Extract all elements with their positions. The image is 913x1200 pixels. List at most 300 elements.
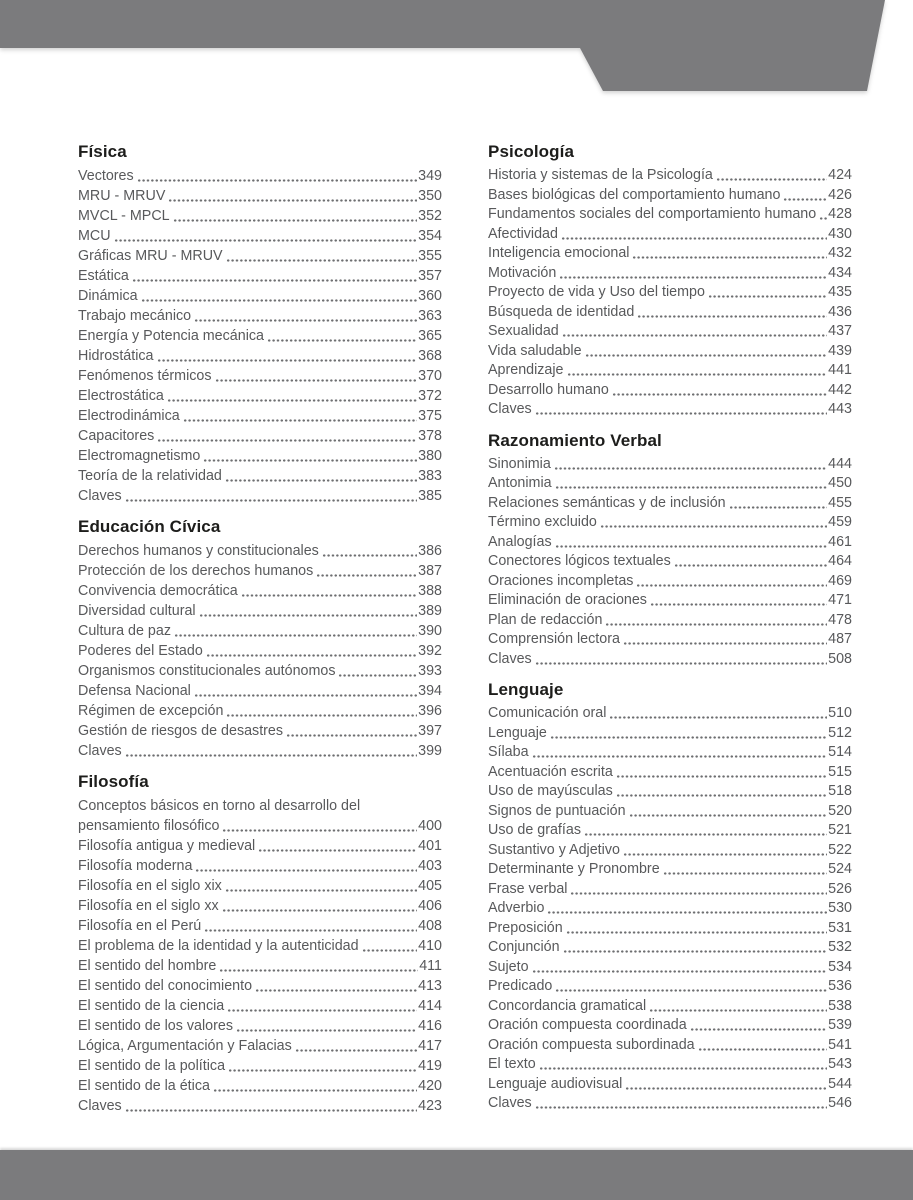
toc-entry bbox=[78, 601, 442, 621]
entry-label: Capacitores bbox=[78, 428, 155, 444]
toc-entry bbox=[78, 856, 442, 876]
dots-leader bbox=[132, 279, 417, 282]
dots-leader bbox=[819, 217, 827, 220]
entry-page: 543 bbox=[828, 1056, 852, 1072]
dots-leader bbox=[199, 614, 418, 617]
entry-label: Electrostática bbox=[78, 388, 164, 404]
entry-page: 541 bbox=[828, 1036, 852, 1053]
dots-leader bbox=[228, 1069, 417, 1072]
entry-page: 413 bbox=[418, 978, 442, 994]
entry-label: El sentido del conocimiento bbox=[78, 978, 253, 994]
dots-leader bbox=[550, 736, 827, 739]
entry-label: Electrodinámica bbox=[78, 408, 180, 424]
toc-entry bbox=[78, 306, 442, 326]
entry-page: 436 bbox=[828, 303, 852, 320]
entry-page: 365 bbox=[418, 328, 442, 344]
toc-section bbox=[488, 429, 852, 670]
toc-entry bbox=[78, 581, 442, 601]
entry-label: Bases biológicas del comportamiento humano bbox=[488, 186, 781, 203]
dots-leader bbox=[532, 970, 828, 973]
entry-page: 424 bbox=[828, 167, 852, 183]
entry-page: 392 bbox=[418, 643, 442, 659]
toc-entry bbox=[488, 938, 852, 958]
entry-label: Oraciones incompletas bbox=[488, 572, 634, 589]
toc-entry bbox=[488, 264, 852, 284]
toc-entry bbox=[488, 474, 852, 494]
toc-entry bbox=[488, 611, 852, 631]
dots-leader bbox=[222, 909, 417, 912]
toc-entry bbox=[78, 561, 442, 581]
dots-leader bbox=[157, 439, 417, 442]
toc-entry bbox=[78, 816, 442, 836]
dots-leader bbox=[584, 833, 827, 836]
dots-leader bbox=[125, 754, 417, 757]
toc-entry bbox=[488, 591, 852, 611]
entry-page: 531 bbox=[828, 919, 852, 936]
dots-leader bbox=[625, 1087, 827, 1090]
entry-label: Determinante y Pronombre bbox=[488, 861, 660, 877]
entry-page: 410 bbox=[418, 938, 442, 954]
toc-entry bbox=[488, 1075, 852, 1095]
dots-leader bbox=[535, 1106, 827, 1109]
entry-page: 403 bbox=[418, 858, 442, 874]
toc-section bbox=[488, 140, 852, 420]
toc-column-right bbox=[488, 140, 852, 1116]
entry-page: 534 bbox=[828, 958, 852, 975]
dots-leader bbox=[663, 872, 828, 875]
entry-label: Analogías bbox=[488, 533, 552, 550]
entry-page: 354 bbox=[418, 228, 442, 244]
dots-leader bbox=[650, 603, 827, 606]
dots-leader bbox=[236, 1029, 417, 1032]
entry-page: 532 bbox=[828, 939, 852, 955]
entry-page: 417 bbox=[418, 1038, 442, 1054]
dots-leader bbox=[616, 775, 827, 778]
entry-page: 524 bbox=[828, 861, 852, 877]
entry-page: 544 bbox=[828, 1075, 852, 1092]
entry-page: 441 bbox=[828, 362, 852, 378]
toc-entry bbox=[78, 346, 442, 366]
dots-leader bbox=[226, 714, 417, 717]
entry-label: Hidrostática bbox=[78, 348, 154, 364]
dots-leader bbox=[636, 584, 827, 587]
entry-page: 426 bbox=[828, 186, 852, 203]
entry-label: Inteligencia emocional bbox=[488, 245, 630, 261]
entry-page: 487 bbox=[828, 631, 852, 647]
dots-leader bbox=[125, 499, 417, 502]
dots-leader bbox=[183, 419, 417, 422]
toc-entry bbox=[78, 1076, 442, 1096]
toc-entry bbox=[488, 899, 852, 919]
toc-entry bbox=[78, 446, 442, 466]
entry-label: Historia y sistemas de la Psicología bbox=[488, 167, 713, 183]
toc-entry bbox=[488, 630, 852, 650]
entry-label: Comprensión lectora bbox=[488, 631, 620, 647]
entry-label: Plan de redacción bbox=[488, 611, 603, 628]
entry-page: 442 bbox=[828, 381, 852, 398]
toc-entry bbox=[78, 701, 442, 721]
entry-label: Oración compuesta subordinada bbox=[488, 1036, 695, 1053]
toc-entry bbox=[78, 916, 442, 936]
section-title: Filosofía bbox=[78, 772, 149, 791]
entry-page: 469 bbox=[828, 572, 852, 589]
entry-page: 355 bbox=[418, 248, 442, 264]
entry-page: 408 bbox=[418, 918, 442, 934]
section-title: Razonamiento Verbal bbox=[488, 430, 662, 450]
toc-entry bbox=[78, 206, 442, 226]
dots-leader bbox=[338, 674, 417, 677]
dots-leader bbox=[194, 319, 417, 322]
dots-leader bbox=[539, 1067, 827, 1070]
entry-label: Concordancia gramatical bbox=[488, 997, 647, 1014]
toc-entry bbox=[488, 880, 852, 900]
entry-page: 401 bbox=[418, 838, 442, 854]
entry-label: Frase verbal bbox=[488, 880, 568, 897]
dots-leader bbox=[167, 399, 417, 402]
entry-page: 526 bbox=[828, 880, 852, 897]
entry-label: Lógica, Argumentación y Falacias bbox=[78, 1038, 292, 1054]
toc-entry bbox=[78, 166, 442, 186]
entry-page: 394 bbox=[418, 683, 442, 699]
entry-label: Protección de los derechos humanos bbox=[78, 563, 314, 579]
entry-label: Adverbio bbox=[488, 900, 545, 916]
entry-page: 434 bbox=[828, 264, 852, 281]
toc-entry bbox=[488, 977, 852, 997]
entry-page: 411 bbox=[419, 958, 442, 974]
entry-label: Claves bbox=[78, 1098, 122, 1114]
entry-page: 538 bbox=[828, 997, 852, 1014]
entry-page: 396 bbox=[418, 703, 442, 719]
toc-entry bbox=[78, 721, 442, 741]
toc-entry bbox=[488, 342, 852, 362]
dots-leader bbox=[605, 623, 827, 626]
section-title: Psicología bbox=[488, 142, 575, 161]
dots-leader bbox=[559, 276, 827, 279]
toc-entry bbox=[488, 1094, 852, 1114]
entry-label: Fundamentos sociales del comportamiento humano bbox=[488, 206, 817, 222]
toc-entry bbox=[488, 513, 852, 533]
entry-label: Claves bbox=[488, 650, 532, 667]
entry-label: Diversidad cultural bbox=[78, 603, 196, 619]
entry-page: 383 bbox=[418, 468, 442, 484]
toc-entry bbox=[488, 400, 852, 420]
toc-entry bbox=[78, 621, 442, 641]
toc-entry bbox=[488, 650, 852, 670]
dots-leader bbox=[241, 594, 417, 597]
entry-label: Claves bbox=[78, 488, 122, 504]
entry-label: Signos de puntuación bbox=[488, 802, 626, 819]
entry-label: Trabajo mecánico bbox=[78, 308, 192, 324]
dots-leader bbox=[708, 295, 827, 298]
toc-entry bbox=[78, 996, 442, 1016]
toc-entry bbox=[78, 796, 442, 816]
dots-leader bbox=[570, 892, 827, 895]
entry-page: 439 bbox=[828, 342, 852, 359]
entry-page: 372 bbox=[418, 388, 442, 404]
entry-label: Cultura de paz bbox=[78, 623, 171, 639]
toc-entry bbox=[488, 361, 852, 381]
entry-page: 399 bbox=[418, 743, 442, 759]
entry-label: Fenómenos térmicos bbox=[78, 368, 212, 384]
dots-leader bbox=[227, 1009, 417, 1012]
toc-entry bbox=[78, 836, 442, 856]
dots-leader bbox=[783, 198, 827, 201]
toc-entry bbox=[78, 386, 442, 406]
entry-label: Poderes del Estado bbox=[78, 643, 203, 659]
entry-label: Vida saludable bbox=[488, 342, 582, 359]
toc-entry bbox=[488, 841, 852, 861]
entry-label: Aprendizaje bbox=[488, 362, 564, 378]
dots-leader bbox=[125, 1109, 417, 1112]
toc-entry bbox=[78, 1036, 442, 1056]
toc-entry bbox=[488, 283, 852, 303]
toc-entry bbox=[488, 958, 852, 978]
entry-page: 464 bbox=[828, 553, 852, 569]
entry-page: 423 bbox=[418, 1098, 442, 1114]
entry-page: 380 bbox=[418, 448, 442, 464]
dots-leader bbox=[225, 889, 417, 892]
dots-leader bbox=[362, 949, 418, 952]
entry-page: 405 bbox=[418, 878, 442, 894]
toc-entry bbox=[78, 956, 442, 976]
entry-label: Sustantivo y Adjetivo bbox=[488, 841, 620, 858]
entry-page: 428 bbox=[828, 206, 852, 222]
entry-label: Acentuación escrita bbox=[488, 763, 613, 780]
entry-page: 539 bbox=[828, 1017, 852, 1033]
entry-page: 546 bbox=[828, 1095, 852, 1111]
dots-leader bbox=[623, 853, 827, 856]
entry-page: 388 bbox=[418, 583, 442, 599]
dots-leader bbox=[194, 694, 417, 697]
dots-leader bbox=[600, 525, 827, 528]
dots-leader bbox=[219, 969, 418, 972]
entry-page: 510 bbox=[828, 705, 852, 721]
dots-leader bbox=[563, 950, 828, 953]
dots-leader bbox=[554, 467, 827, 470]
dots-leader bbox=[690, 1028, 827, 1031]
entry-page: 530 bbox=[828, 900, 852, 916]
entry-label: MVCL - MPCL bbox=[78, 208, 170, 224]
entry-page: 471 bbox=[828, 592, 852, 608]
entry-page: 378 bbox=[418, 428, 442, 444]
entry-label: Conectores lógicos textuales bbox=[488, 553, 671, 569]
entry-label: Proyecto de vida y Uso del tiempo bbox=[488, 284, 705, 300]
entry-label: Conceptos básicos en torno al desarrollo del bbox=[78, 798, 361, 814]
dots-leader bbox=[204, 929, 417, 932]
dots-leader bbox=[566, 931, 827, 934]
dots-leader bbox=[141, 299, 418, 302]
toc-entry bbox=[78, 226, 442, 246]
entry-label: Dinámica bbox=[78, 288, 138, 304]
toc-entry bbox=[488, 322, 852, 342]
toc-entry bbox=[78, 326, 442, 346]
toc-entry bbox=[488, 552, 852, 572]
dots-leader bbox=[206, 654, 417, 657]
toc-entry bbox=[488, 303, 852, 323]
entry-label: Filosofía en el siglo xx bbox=[78, 898, 219, 914]
dots-leader bbox=[562, 334, 827, 337]
dots-leader bbox=[729, 506, 828, 509]
entry-label: Relaciones semánticas y de inclusión bbox=[488, 494, 726, 511]
dots-leader bbox=[535, 662, 827, 665]
entry-label: Convivencia democrática bbox=[78, 583, 238, 599]
entry-label: Filosofía antigua y medieval bbox=[78, 838, 256, 854]
entry-label: El problema de la identidad y la autenticidad bbox=[78, 938, 359, 954]
dots-leader bbox=[674, 564, 827, 567]
entry-label: Claves bbox=[78, 743, 122, 759]
entry-page: 459 bbox=[828, 514, 852, 530]
dots-leader bbox=[555, 545, 828, 548]
entry-page: 521 bbox=[828, 822, 852, 838]
toc-entry bbox=[78, 1096, 442, 1116]
dots-leader bbox=[316, 574, 417, 577]
dots-leader bbox=[226, 259, 418, 262]
toc-entry bbox=[78, 486, 442, 506]
entry-label: El sentido del hombre bbox=[78, 958, 217, 974]
toc-entry bbox=[78, 186, 442, 206]
entry-label: Motivación bbox=[488, 264, 557, 281]
entry-label: Sujeto bbox=[488, 958, 529, 975]
toc-entry bbox=[78, 366, 442, 386]
dots-leader bbox=[114, 239, 418, 242]
entry-label: Lenguaje audiovisual bbox=[488, 1075, 623, 1092]
dots-leader bbox=[225, 479, 417, 482]
entry-label: Predicado bbox=[488, 978, 553, 994]
entry-label: Término excluido bbox=[488, 514, 597, 530]
toc-entry bbox=[488, 1036, 852, 1056]
entry-label: Energía y Potencia mecánica bbox=[78, 328, 264, 344]
entry-label: Gestión de riesgos de desastres bbox=[78, 723, 284, 739]
toc-entry bbox=[78, 246, 442, 266]
dots-leader bbox=[649, 1009, 827, 1012]
dots-leader bbox=[532, 755, 828, 758]
entry-page: 406 bbox=[418, 898, 442, 914]
entry-page: 437 bbox=[828, 323, 852, 339]
entry-page: 515 bbox=[828, 763, 852, 780]
entry-page: 387 bbox=[418, 563, 442, 579]
toc-entry bbox=[78, 1016, 442, 1036]
toc-entry bbox=[488, 724, 852, 744]
toc-entry bbox=[78, 426, 442, 446]
entry-page: 522 bbox=[828, 841, 852, 858]
toc-section bbox=[78, 140, 442, 506]
toc-entry bbox=[488, 244, 852, 264]
dots-leader bbox=[168, 199, 417, 202]
entry-label: Sexualidad bbox=[488, 323, 559, 339]
dots-leader bbox=[258, 849, 417, 852]
entry-page: 435 bbox=[828, 284, 852, 300]
entry-page: 370 bbox=[418, 368, 442, 384]
dots-leader bbox=[547, 911, 827, 914]
section-title: Física bbox=[78, 142, 127, 161]
dots-leader bbox=[173, 219, 418, 222]
top-band-shape bbox=[0, 0, 885, 91]
toc-entry bbox=[488, 782, 852, 802]
entry-page: 393 bbox=[418, 663, 442, 679]
entry-label: El sentido de los valores bbox=[78, 1018, 233, 1034]
entry-label: Gráficas MRU - MRUV bbox=[78, 248, 223, 264]
entry-label: Preposición bbox=[488, 919, 563, 936]
toc-entry bbox=[78, 266, 442, 286]
dots-leader bbox=[555, 989, 827, 992]
entry-page: 368 bbox=[418, 348, 442, 364]
dots-leader bbox=[255, 989, 417, 992]
entry-label: Derechos humanos y constitucionales bbox=[78, 543, 319, 559]
entry-label: El sentido de la ética bbox=[78, 1078, 210, 1094]
toc-entry bbox=[488, 494, 852, 514]
toc-entry bbox=[78, 1056, 442, 1076]
entry-label: Estática bbox=[78, 268, 129, 284]
entry-page: 432 bbox=[828, 245, 852, 261]
entry-page: 357 bbox=[418, 268, 442, 284]
entry-label: Electromagnetismo bbox=[78, 448, 201, 464]
toc-entry bbox=[78, 876, 442, 896]
entry-label: Organismos constitucionales autónomos bbox=[78, 663, 336, 679]
entry-label: El sentido de la ciencia bbox=[78, 998, 225, 1014]
entry-page: 390 bbox=[418, 623, 442, 639]
entry-label: Teoría de la relatividad bbox=[78, 468, 222, 484]
dots-leader bbox=[286, 734, 417, 737]
toc-entry bbox=[488, 1055, 852, 1075]
entry-label: Régimen de excepción bbox=[78, 703, 224, 719]
toc-entry bbox=[488, 166, 852, 186]
entry-label: Uso de mayúsculas bbox=[488, 783, 613, 799]
entry-label: Filosofía en el Perú bbox=[78, 918, 202, 934]
toc-section bbox=[78, 770, 442, 1116]
entry-label: Defensa Nacional bbox=[78, 683, 191, 699]
entry-page: 520 bbox=[828, 802, 852, 819]
entry-label: MRU - MRUV bbox=[78, 188, 166, 204]
toc-entry bbox=[78, 641, 442, 661]
entry-label: Búsqueda de identidad bbox=[488, 303, 635, 320]
entry-label: Sílaba bbox=[488, 744, 529, 760]
toc-section bbox=[78, 515, 442, 761]
toc-entry bbox=[488, 205, 852, 225]
dots-leader bbox=[203, 459, 417, 462]
toc-entry bbox=[488, 802, 852, 822]
entry-label: Sinonimia bbox=[488, 455, 551, 472]
entry-page: 508 bbox=[828, 650, 852, 667]
toc-section bbox=[488, 678, 852, 1114]
entry-label: Comunicación oral bbox=[488, 705, 607, 721]
entry-page: 443 bbox=[828, 401, 852, 417]
entry-label: Vectores bbox=[78, 168, 134, 184]
toc-entry bbox=[488, 186, 852, 206]
entry-label: pensamiento filosófico bbox=[78, 818, 220, 834]
entry-label: Oración compuesta coordinada bbox=[488, 1017, 687, 1033]
entry-page: 512 bbox=[828, 724, 852, 741]
entry-page: 461 bbox=[828, 533, 852, 550]
dots-leader bbox=[267, 339, 417, 342]
toc-entry bbox=[488, 1016, 852, 1036]
dots-leader bbox=[561, 237, 827, 240]
toc-entry bbox=[488, 997, 852, 1017]
toc-entry bbox=[488, 225, 852, 245]
toc-column-left bbox=[78, 140, 442, 1116]
dots-leader bbox=[195, 869, 417, 872]
toc-entry bbox=[78, 936, 442, 956]
dots-leader bbox=[137, 179, 418, 182]
entry-page: 536 bbox=[828, 978, 852, 994]
toc-entry bbox=[78, 286, 442, 306]
toc-entry bbox=[488, 455, 852, 475]
entry-page: 444 bbox=[828, 455, 852, 472]
toc-entry bbox=[78, 541, 442, 561]
entry-page: 430 bbox=[828, 225, 852, 242]
entry-page: 414 bbox=[418, 998, 442, 1014]
dots-leader bbox=[637, 315, 827, 318]
toc-entry bbox=[488, 763, 852, 783]
